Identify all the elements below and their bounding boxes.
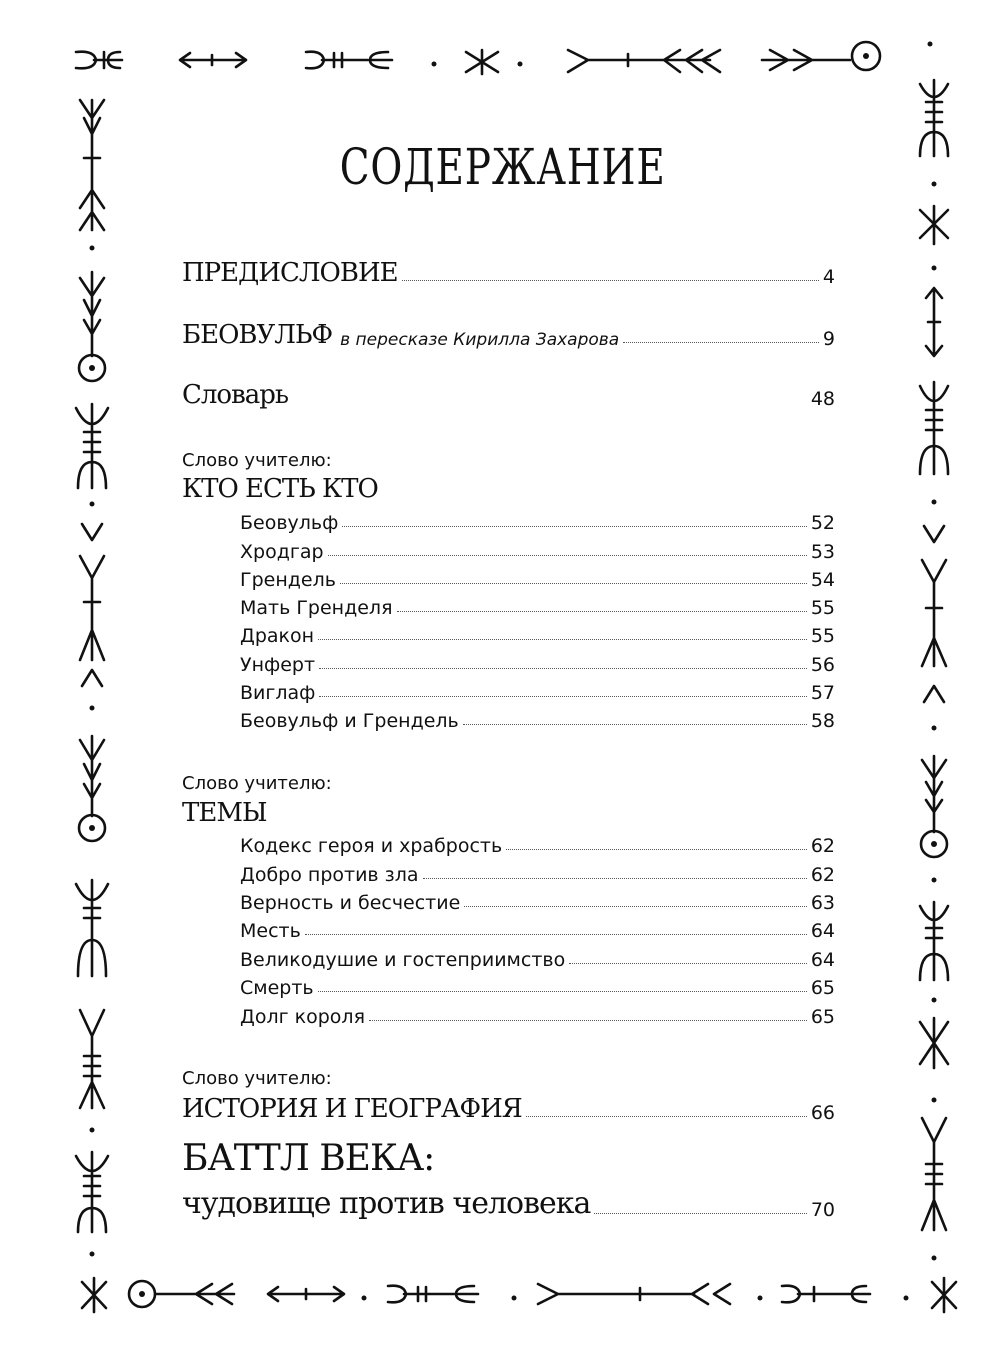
toc-item-page: 65 [810,977,835,999]
toc-item-page: 64 [810,949,835,971]
toc-entry-battle[interactable] [182,1186,835,1221]
toc-item[interactable] [240,835,835,857]
section-intro: Слово учителю: [182,773,332,794]
toc-item[interactable] [240,710,835,732]
rune-circle-icon [79,736,105,841]
toc-item-label: Долг короля [240,1006,365,1028]
toc-item[interactable] [240,892,835,914]
trident-rune-icon [76,880,108,976]
dot-icon [932,1256,937,1261]
toc-item-page: 54 [810,569,835,591]
dot-icon [904,1296,909,1301]
chevron-down-icon [924,526,944,542]
toc-item-label: Беовульф и Грендель [240,710,459,732]
chevron-down-icon [82,524,102,540]
star-rune-icon [82,1278,106,1312]
toc-item[interactable] [240,654,835,676]
toc-item-label: Месть [240,920,301,942]
chevron-up-icon [924,686,944,702]
dot-leader [402,280,819,281]
toc-item-label: Грендель [240,569,336,591]
dot-leader [506,849,807,850]
star-rune-icon [920,1018,948,1068]
dot-icon [90,706,95,711]
rune-circle-icon [79,272,105,381]
trident-rune-icon [76,1152,108,1232]
toc-item-label: Хродгар [240,541,324,563]
rune-circle-icon [921,756,947,857]
toc-item[interactable] [240,864,835,886]
toc-entry-page: 4 [822,266,835,288]
dot-leader [292,402,807,403]
dot-icon [90,1252,95,1257]
tree-rune-icon [80,556,104,660]
dot-icon [90,246,95,251]
dot-leader [319,696,806,697]
toc-item-label: Смерть [240,977,314,999]
dot-leader [340,583,807,584]
dot-leader [526,1116,807,1117]
dot-leader [319,668,807,669]
toc-item-page: 62 [810,864,835,886]
toc-entry-beowulf[interactable] [182,320,835,350]
toc-item-page: 58 [810,710,835,732]
chevron-up-icon [82,670,102,686]
tree-rune-icon [922,560,946,666]
dot-leader [369,1020,807,1021]
tree-rune-icon [80,1010,104,1108]
toc-item[interactable] [240,1006,835,1028]
toc-item-label: Верность и бесчестие [240,892,461,914]
toc-entry-label: ПРЕДИСЛОВИЕ [182,258,398,288]
toc-item-page: 55 [810,597,835,619]
dot-icon [90,502,95,507]
toc-item-label: Дракон [240,625,315,647]
section-intro: Слово учителю: [182,1068,332,1089]
toc-item-page: 56 [810,654,835,676]
star-rune-icon [932,1278,956,1312]
rune-bind-icon [76,52,122,69]
dot-leader [423,878,807,879]
toc-item[interactable] [240,625,835,647]
section-intro: Слово учителю: [182,450,332,471]
toc-item-label: Мать Гренделя [240,597,393,619]
dot-icon [90,1128,95,1133]
toc-entry-preface[interactable] [182,258,835,288]
toc-entry-label: Словарь [182,380,289,410]
dot-leader [318,991,807,992]
dot-icon [932,1098,937,1103]
toc-item[interactable] [240,541,835,563]
section-heading[interactable]: КТО ЕСТЬ КТО [182,474,378,504]
toc-entry-page: 66 [810,1102,835,1124]
dot-icon [932,726,937,731]
dot-icon [932,998,937,1003]
toc-entry-note: в пересказе Кирилла Захарова [340,330,620,350]
toc-item-label: Унферт [240,654,316,676]
dot-leader [342,526,806,527]
dot-leader [463,724,807,725]
toc-item-label: Добро против зла [240,864,419,886]
page-title: СОДЕРЖАНИЕ [339,138,666,196]
toc-entry-page: 48 [810,388,835,410]
toc-item-page: 62 [810,835,835,857]
battle-subtitle: чудовище против человека [182,1186,591,1221]
toc-entry-page: 9 [822,328,835,350]
toc-item-label: Виглаф [240,682,316,704]
dot-leader [328,555,807,556]
dot-icon [928,42,933,47]
table-of-contents [182,0,835,1348]
toc-item-page: 55 [810,625,835,647]
dot-icon [932,500,937,505]
toc-entry-history-geography[interactable] [182,1094,835,1124]
trident-rune-icon [76,404,108,488]
toc-item[interactable] [240,920,835,942]
toc-item-label: Великодушие и гостеприимство [240,949,566,971]
toc-item[interactable] [240,597,835,619]
double-arrow-vertical-icon [926,288,942,356]
toc-item[interactable] [240,512,835,534]
star-rune-icon [920,206,948,244]
toc-item[interactable] [240,949,835,971]
tree-rune-icon [922,1118,946,1230]
toc-item-label: Кодекс героя и храбрость [240,835,503,857]
dot-icon [932,878,937,883]
dot-leader [569,963,807,964]
tree-rune-icon [80,100,104,230]
toc-item[interactable] [240,569,835,591]
dot-leader [305,934,807,935]
dot-leader [623,342,819,343]
trident-rune-icon [920,902,948,980]
toc-item[interactable] [240,682,835,704]
section-heading[interactable]: ТЕМЫ [182,798,267,828]
dot-leader [318,639,807,640]
toc-item-page: 52 [810,512,835,534]
dot-leader [397,611,807,612]
dot-leader [464,906,807,907]
trident-rune-icon [920,80,948,156]
toc-item-page: 63 [810,892,835,914]
toc-entry-label: БЕОВУЛЬФ [182,320,333,350]
toc-item-page: 65 [810,1006,835,1028]
dot-leader [594,1213,806,1214]
dot-icon [932,266,937,271]
dot-icon [932,182,937,187]
trident-rune-icon [920,382,948,474]
toc-item-page: 64 [810,920,835,942]
toc-item-label: Беовульф [240,512,339,534]
toc-item-page: 53 [810,541,835,563]
toc-entry-page: 70 [810,1199,835,1221]
section-heading: ИСТОРИЯ И ГЕОГРАФИЯ [182,1094,522,1124]
toc-entry-glossary[interactable] [182,380,835,410]
toc-item[interactable] [240,977,835,999]
toc-item-page: 57 [810,682,835,704]
battle-title: БАТТЛ ВЕКА: [182,1138,435,1179]
